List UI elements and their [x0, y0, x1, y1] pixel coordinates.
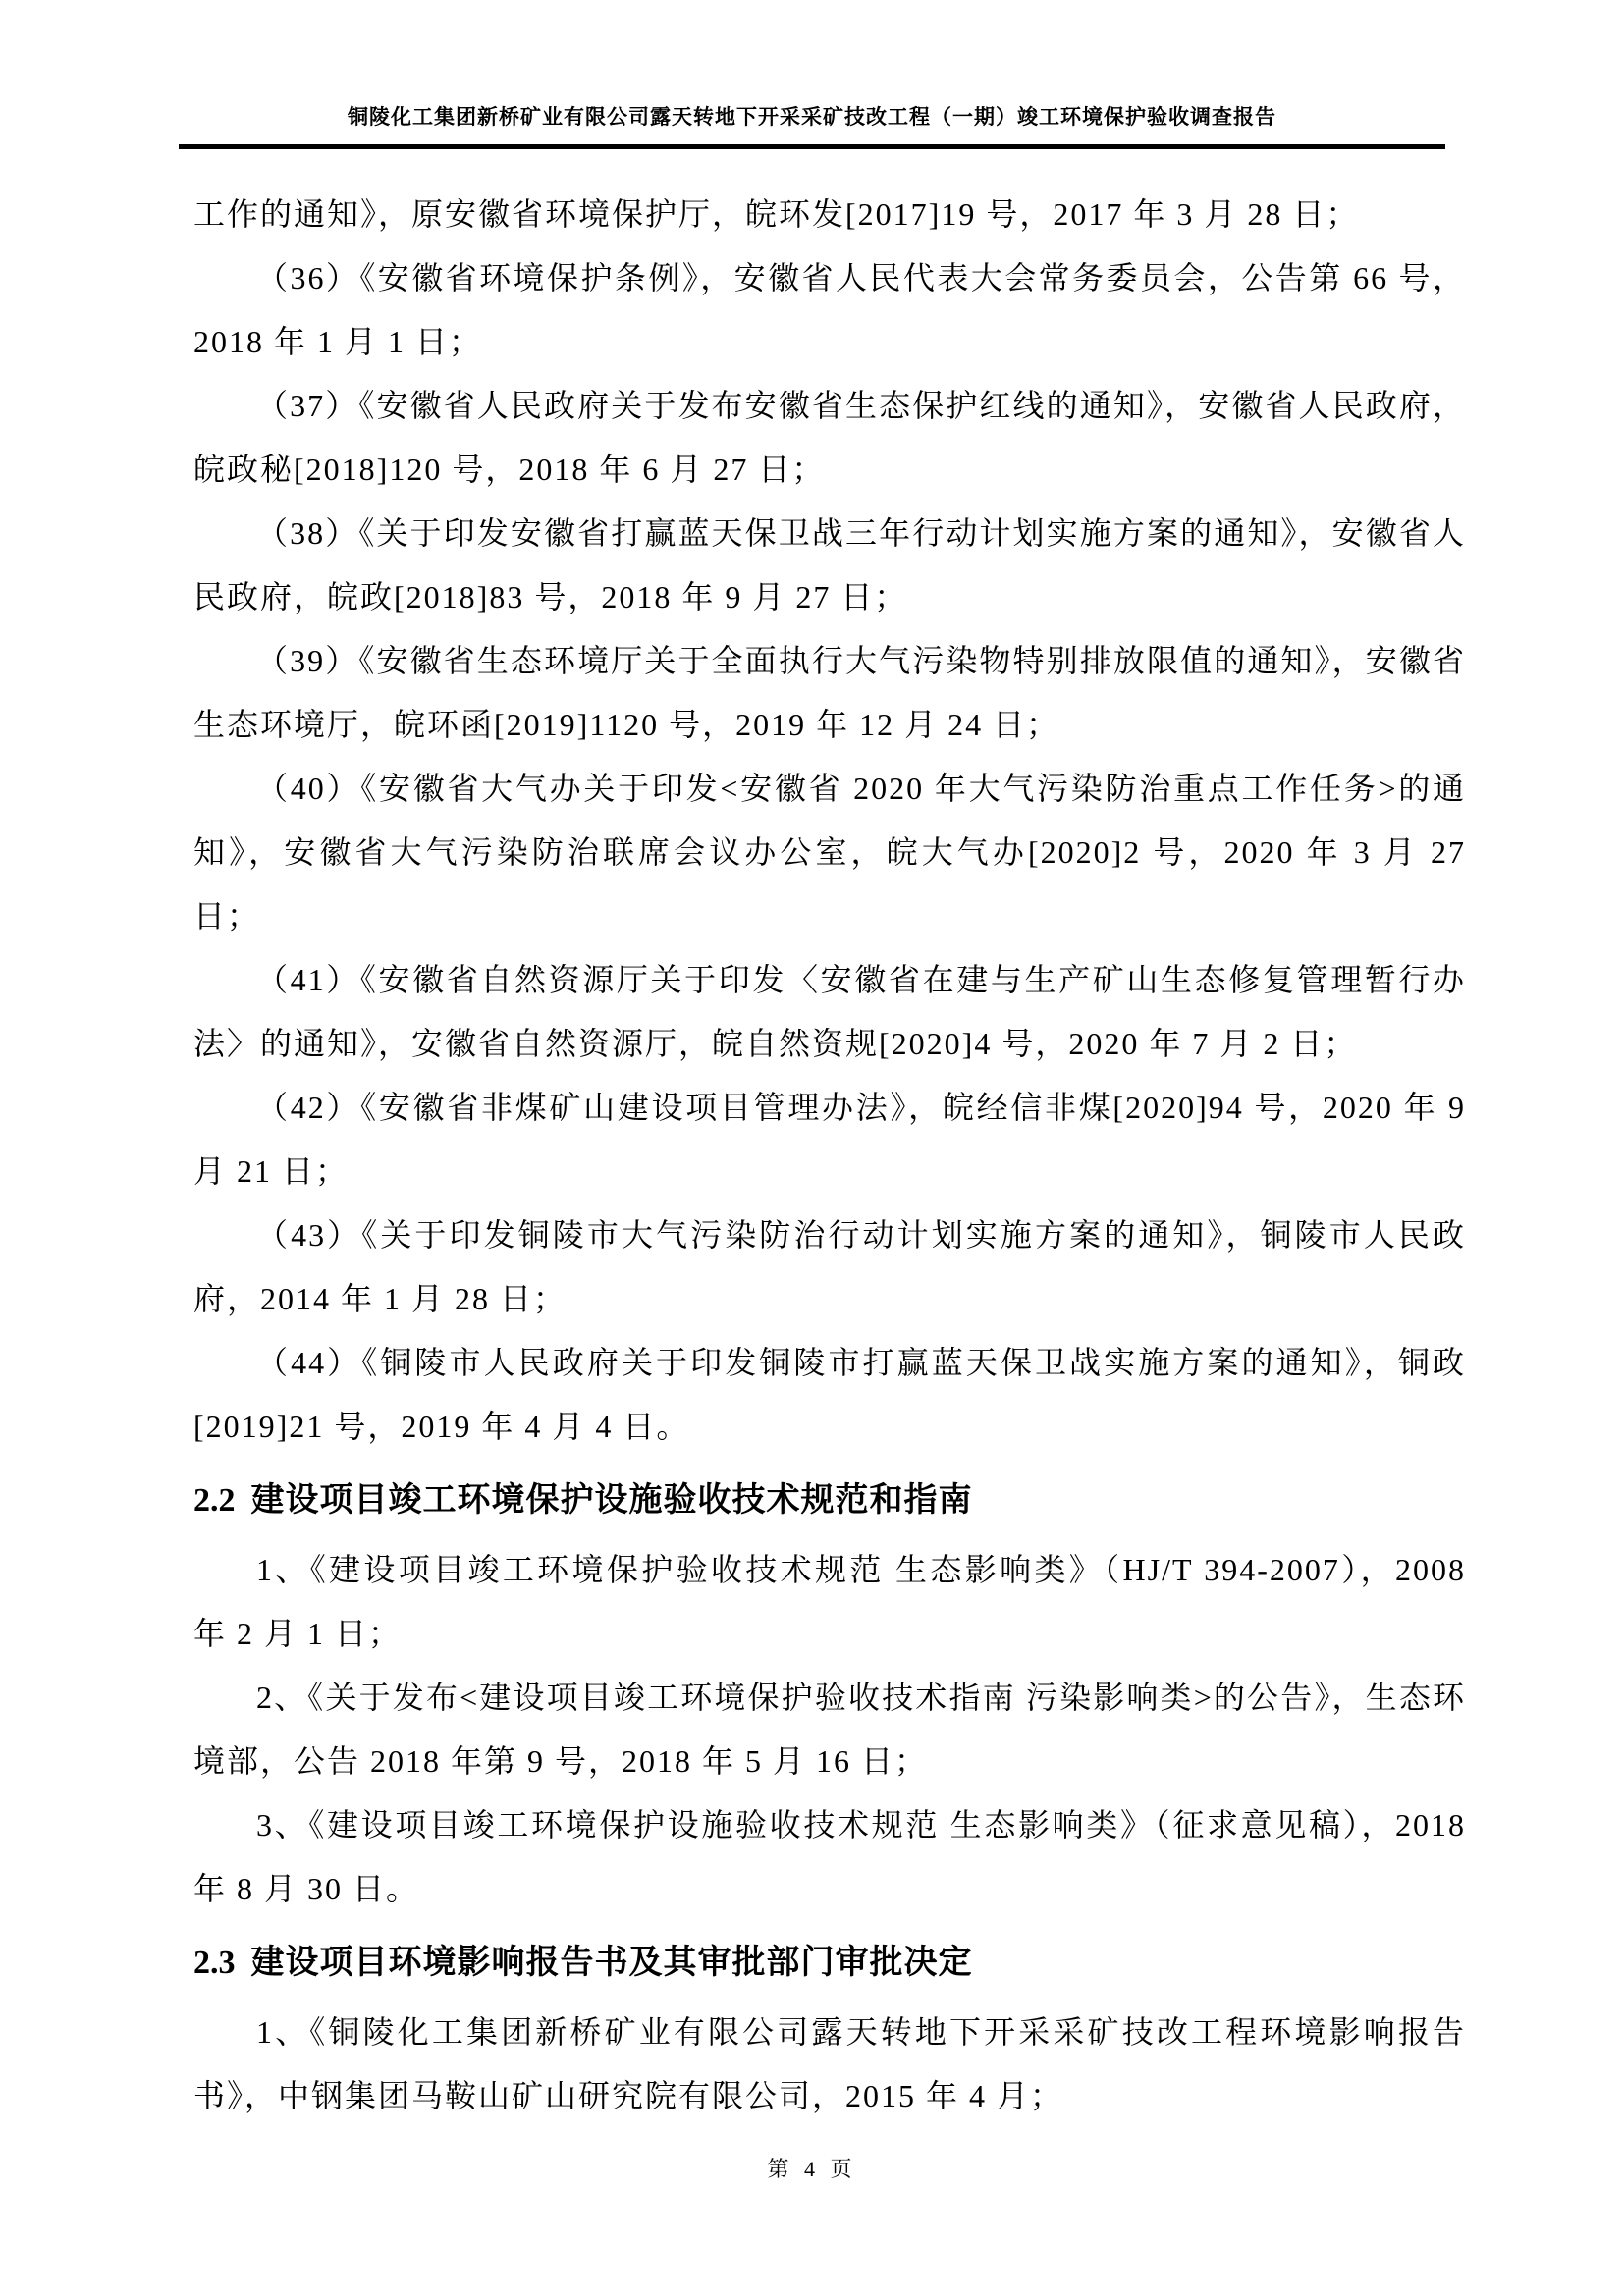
header-rule [179, 144, 1445, 149]
section-title: 建设项目环境影响报告书及其审批部门审批决定 [250, 1944, 973, 1981]
legal-item-38: （38）《关于印发安徽省打赢蓝天保卫战三年行动计划实施方案的通知》，安徽省人民政府，皖政[2018]83 号，2018 年 9 月 27 日； [193, 515, 1466, 614]
legal-item-39: （39）《安徽省生态环境厅关于全面执行大气污染物特别排放限值的通知》，安徽省生态环境厅，皖环函[2019]1120 号，2019 年 12 月 24 日； [193, 643, 1466, 742]
page-header [0, 0, 1624, 149]
legal-item-44: （44）《铜陵市人民政府关于印发铜陵市打赢蓝天保卫战实施方案的通知》，铜政[2019]21 号，2019 年 4 月 4 日。 [193, 1345, 1466, 1444]
spec-item-1: 1、《建设项目竣工环境保护验收技术规范 生态影响类》（HJ/T 394-2007），2008 年 2 月 1 日； [193, 1552, 1466, 1651]
body-paragraph-continuation: 工作的通知》，原安徽省环境保护厅，皖环发[2017]19 号，2017 年 3 月 28 日； [193, 196, 1360, 232]
section-heading-2-2 [193, 1468, 1466, 1533]
page-footer [0, 2156, 1624, 2183]
legal-item-36: （36）《安徽省环境保护条例》，安徽省人民代表大会常务委员会，公告第 66 号，2018 年 1 月 1 日； [193, 260, 1466, 359]
page-number: 第 4 页 [767, 2157, 857, 2181]
header-title: 铜陵化工集团新桥矿业有限公司露天转地下开采采矿技改工程（一期）竣工环境保护验收调查报告 [348, 105, 1276, 129]
legal-item-42: （42）《安徽省非煤矿山建设项目管理办法》，皖经信非煤[2020]94 号，2020 年 9 月 21 日； [193, 1090, 1466, 1189]
section-number: 2.3 [193, 1945, 236, 1981]
section-number: 2.2 [193, 1482, 236, 1519]
section-title: 建设项目竣工环境保护设施验收技术规范和指南 [250, 1481, 973, 1519]
spec-item-2: 2、《关于发布<建设项目竣工环境保护验收技术指南 污染影响类>的公告》，生态环境部，公告 2018 年第 9 号，2018 年 5 月 16 日； [193, 1680, 1466, 1779]
legal-item-41: （41）《安徽省自然资源厅关于印发〈安徽省在建与生产矿山生态修复管理暂行办法〉的通知》，安徽省自然资源厅，皖自然资规[2020]4 号，2020 年 7 月 2 日； [193, 962, 1466, 1061]
legal-item-40: （40）《安徽省大气办关于印发<安徽省 2020 年大气污染防治重点工作任务>的通知》，安徽省大气污染防治联席会议办公室，皖大气办[2020]2 号，2020 年 3 月 27 日； [193, 771, 1466, 934]
legal-item-37: （37）《安徽省人民政府关于发布安徽省生态保护红线的通知》，安徽省人民政府，皖政秘[2018]120 号，2018 年 6 月 27 日； [193, 388, 1466, 487]
legal-item-43: （43）《关于印发铜陵市大气污染防治行动计划实施方案的通知》，铜陵市人民政府，2014 年 1 月 28 日； [193, 1217, 1466, 1316]
eia-item-1: 1、《铜陵化工集团新桥矿业有限公司露天转地下开采采矿技改工程环境影响报告书》，中钢集团马鞍山矿山研究院有限公司，2015 年 4 月； [193, 2014, 1466, 2113]
document-body [193, 183, 1466, 2128]
section-heading-2-3 [193, 1930, 1466, 1996]
spec-item-3: 3、《建设项目竣工环境保护设施验收技术规范 生态影响类》（征求意见稿），2018 年 8 月 30 日。 [193, 1807, 1466, 1906]
